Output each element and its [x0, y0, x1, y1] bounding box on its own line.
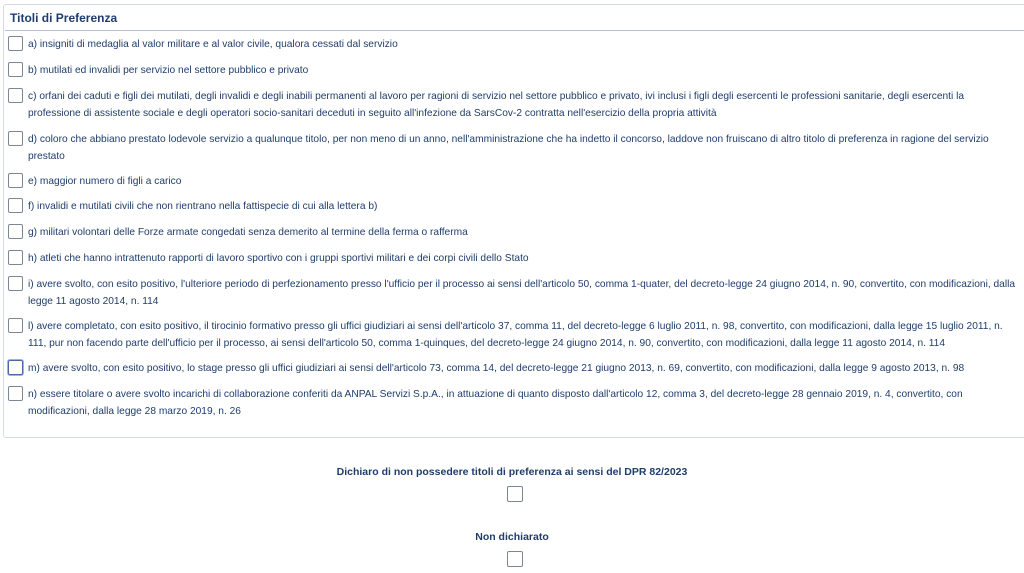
checkbox-c[interactable]	[8, 88, 23, 103]
item-label: l) avere completato, con esito positivo, il tirocinio formativo presso gli uffici giudiziari ai sensi dell'articolo 37, comma 11, del decreto-legge 6 luglio 2011, n. 98, convertito, con modificazioni, dalla legge 15 luglio 2011, n. 111, pur non facendo parte dell'ufficio per il processo, ai sensi dell'articolo 50, comma 1-quinques, del decreto-legge 24 giugno 2014, n. 90, convertito, con modificazioni, dalla legge 11 agosto 2014, n. 114	[28, 321, 1003, 349]
no-titles-declaration	[0, 466, 1024, 478]
item-label: h) atleti che hanno intrattenuto rapporti di lavoro sportivo con i gruppi sportivi militari e dei corpi civili dello Stato	[28, 253, 529, 264]
item-label: a) insigniti di medaglia al valor militare e al valor civile, qualora cessati dal servizio	[28, 39, 398, 50]
checkbox-a[interactable]	[8, 36, 23, 51]
checkbox-b[interactable]	[8, 62, 23, 77]
item-label: i) avere svolto, con esito positivo, l'ulteriore periodo di perfezionamento presso l'ufficio per il processo ai sensi dell'articolo 50, comma 1-quater, del decreto-legge 24 giugno 2014, n. 90, convertito, con modificazioni, dalla legge 11 agosto 2014, n. 114	[28, 279, 1016, 307]
item-label: f) invalidi e mutilati civili che non rientrano nella fattispecie di cui alla lettera b)	[28, 201, 378, 212]
checkbox-d[interactable]	[8, 131, 23, 146]
checkbox-f[interactable]	[8, 198, 23, 213]
item-label: e) maggior numero di figli a carico	[28, 176, 182, 187]
checkbox-g[interactable]	[8, 224, 23, 239]
item-label: m) avere svolto, con esito positivo, lo stage presso gli uffici giudiziari ai sensi dell'articolo 73, comma 14, del decreto-legge 21 giugno 2013, n. 69, convertito, con modificazioni, dalla legge 9 agosto 2013, n. 98	[28, 363, 965, 374]
checkbox-i[interactable]	[8, 276, 23, 291]
item-label: b) mutilati ed invalidi per servizio nel settore pubblico e privato	[28, 65, 309, 76]
item-label: c) orfani dei caduti e figli dei mutilati, degli invalidi e degli inabili permanenti al lavoro per ragioni di servizio nel settore pubblico e privato, ivi inclusi i figli degli esercenti le professioni sanitarie, degli esercenti la professione di assistente sociale e degli operatori socio-sanitari deceduti in seguito all'infezione da SarsCov-2 contratta nell'esercizio della propria attività	[28, 91, 965, 119]
checkbox-m[interactable]	[8, 360, 23, 375]
no-titles-checkbox[interactable]	[507, 486, 523, 502]
not-declared-label: Non dichiarato	[475, 531, 549, 543]
section-title: Titoli di Preferenza	[5, 5, 1024, 31]
item-label: n) essere titolare o avere svolto incarichi di collaborazione conferiti da ANPAL Servizi S.p.A., in attuazione di quanto disposto dall'articolo 12, comma 3, del decreto-legge 28 gennaio 2019, n. 4, convertito, con modificazioni, dalla legge 28 marzo 2019, n. 26	[28, 389, 963, 417]
checkbox-n[interactable]	[8, 386, 23, 401]
item-label: d) coloro che abbiano prestato lodevole servizio a qualunque titolo, per non meno di un anno, nell'amministrazione che ha indetto il concorso, laddove non fruiscano di altro titolo di preferenza in ragione del servizio prestato	[28, 134, 989, 162]
checkbox-l[interactable]	[8, 318, 23, 333]
not-declared-checkbox[interactable]	[507, 551, 523, 567]
checkbox-e[interactable]	[8, 173, 23, 188]
not-declared-section	[0, 531, 1024, 543]
item-label: g) militari volontari delle Forze armate congedati senza demerito al termine della ferma o rafferma	[28, 227, 468, 238]
checkbox-h[interactable]	[8, 250, 23, 265]
no-titles-label: Dichiaro di non possedere titoli di preferenza ai sensi del DPR 82/2023	[336, 466, 688, 478]
